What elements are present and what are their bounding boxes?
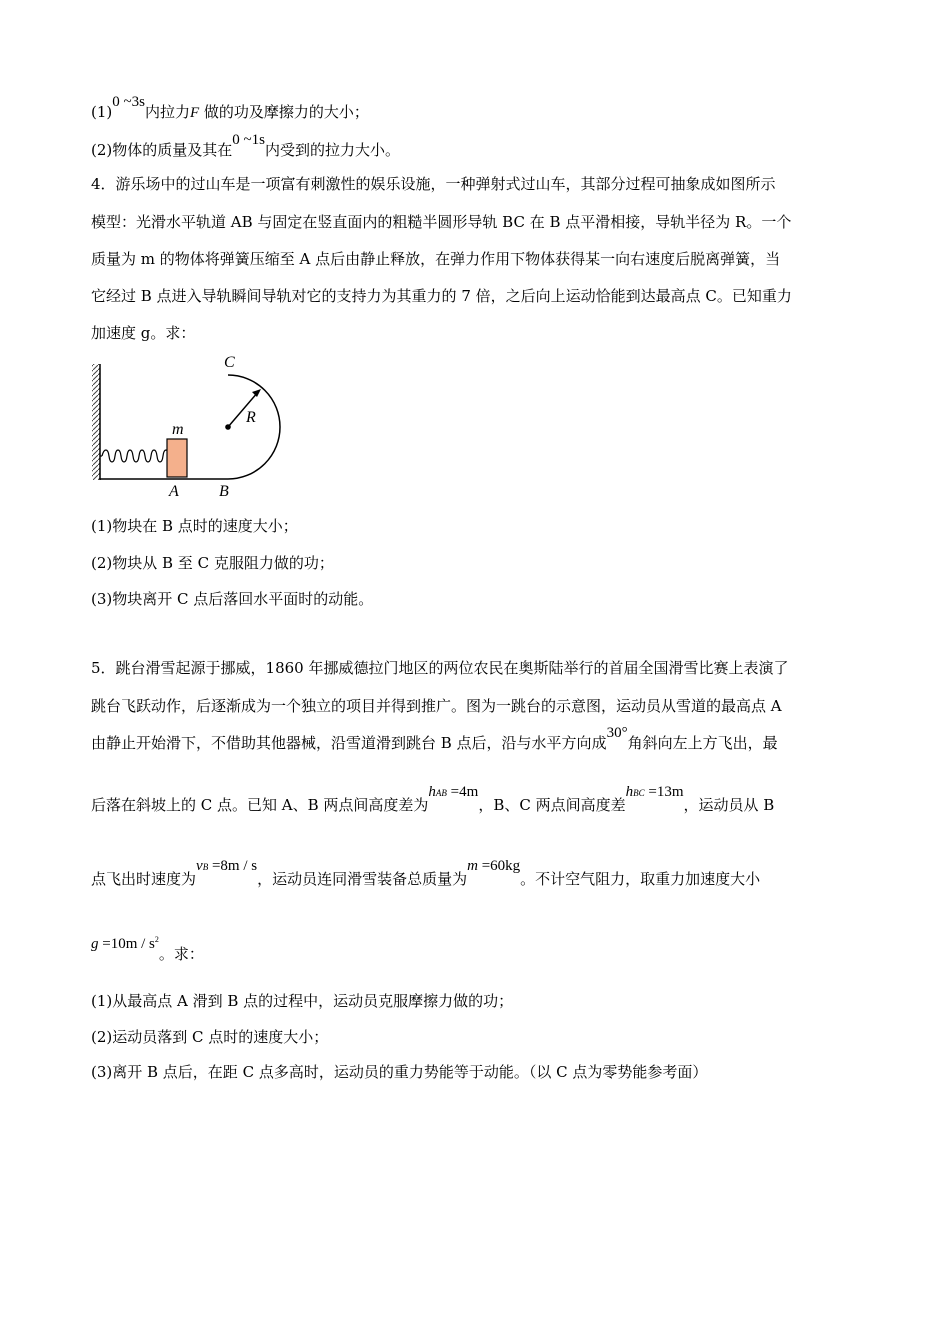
q3-sub2-text: (2)物体的质量及其在 bbox=[91, 141, 233, 159]
h-bc-formula: hBC =13m bbox=[625, 784, 684, 800]
q4-sub3: (3)物块离开 C 点后落回水平面时的动能。 bbox=[91, 590, 374, 608]
q5-sub3: (3)离开 B 点后，在距 C 点多高时，运动员的重力势能等于动能。（以 C 点为零势能参考面） bbox=[91, 1063, 708, 1081]
label-m: m bbox=[172, 421, 184, 438]
q5-line-4-text-mid: ，B、C 两点间高度差 bbox=[478, 796, 626, 814]
q5-line-5-text-mid: ，运动员连同滑雪装备总质量为 bbox=[257, 870, 468, 888]
label-a: A bbox=[169, 483, 179, 500]
q3-sub1-number: (1) bbox=[91, 103, 113, 121]
q4-line-2: 模型：光滑水平轨道 AB 与固定在竖直面内的粗糙半圆形导轨 BC 在 B 点平滑相接，导轨半径为 R。一个 bbox=[91, 213, 792, 231]
q4-line-5: 加速度 g。求： bbox=[91, 324, 196, 342]
q5-line-4-text: 后落在斜坡上的 C 点。已知 A、B 两点间高度差为 bbox=[91, 796, 429, 814]
q3-sub1-force-symbol: F bbox=[189, 105, 200, 121]
q5-line-2: 跳台飞跃动作，后逐渐成为一个独立的项目并得到推广。图为一跳台的示意图，运动员从雪道的最高点 A bbox=[91, 697, 782, 715]
arrow-head bbox=[252, 389, 261, 397]
label-r: R bbox=[246, 409, 256, 426]
q5-sub2: (2)运动员落到 C 点时的速度大小； bbox=[91, 1028, 329, 1046]
label-b: B bbox=[219, 483, 229, 500]
q5-line-5-text-rest: 。不计空气阻力，取重力加速度大小 bbox=[520, 870, 761, 888]
q3-sub2-time-range: 0 ~1s bbox=[232, 132, 265, 148]
q4-line-1: 4．游乐场中的过山车是一项富有刺激性的娱乐设施，一种弹射式过山车，其部分过程可抽象成如图所示 bbox=[91, 175, 776, 193]
q5-line-1: 5．跳台滑雪起源于挪威，1860 年挪威德拉门地区的两位农民在奥斯陆举行的首届全国滑雪比赛上表演了 bbox=[91, 659, 789, 677]
h-ab-formula: hAB =4m bbox=[428, 784, 479, 800]
q4-sub2: (2)物块从 B 至 C 克服阻力做的功； bbox=[91, 554, 334, 572]
vb-formula: vB =8m / s bbox=[196, 858, 258, 874]
q5-line-6 bbox=[91, 935, 204, 965]
q4-line-4: 它经过 B 点进入导轨瞬间导轨对它的支持力为其重力的 7 倍，之后向上运动恰能到达最高点 C。已知重力 bbox=[91, 287, 792, 305]
label-c: C bbox=[224, 354, 235, 371]
mass-formula: m =60kg bbox=[467, 858, 521, 874]
wall-hatching bbox=[92, 364, 100, 480]
q5-angle: 30° bbox=[606, 725, 628, 741]
g-formula: $g =10m / s^2$ bbox=[91, 935, 159, 952]
q4-line-3: 质量为 m 的物体将弹簧压缩至 A 点后由静止释放，在弹力作用下物体获得某一向右速度后脱离弹簧，当 bbox=[91, 250, 781, 268]
q3-sub1-text: 内拉力 bbox=[144, 103, 190, 121]
q5-line-6-text: 。求： bbox=[158, 945, 204, 963]
q5-line-5 bbox=[91, 858, 761, 891]
q5-line-3-text: 由静止开始滑下，不借助其他器械，沿雪道滑到跳台 B 点后，沿与水平方向成 bbox=[91, 734, 607, 752]
roller-coaster-diagram bbox=[88, 350, 288, 500]
q5-line-3-text-rest: 角斜向左上方飞出，最 bbox=[627, 734, 778, 752]
q3-sub1-text-rest: 做的功及摩擦力的大小； bbox=[199, 103, 369, 121]
q3-sub1-time-range: 0 ~3s bbox=[112, 94, 145, 110]
q5-line-5-text: 点飞出时速度为 bbox=[91, 870, 197, 888]
q5-line-4 bbox=[91, 784, 775, 817]
q5-sub1: (1)从最高点 A 滑到 B 点的过程中，运动员克服摩擦力做的功； bbox=[91, 992, 514, 1010]
block bbox=[167, 439, 187, 477]
q5-line-4-text-rest: ，运动员从 B bbox=[683, 796, 775, 814]
q3-sub2-text-rest: 内受到的拉力大小。 bbox=[264, 141, 400, 159]
q4-sub1: (1)物块在 B 点时的速度大小； bbox=[91, 517, 298, 535]
semicircle-track bbox=[228, 375, 280, 479]
q5-line-3 bbox=[91, 725, 778, 754]
q3-sub2 bbox=[91, 132, 400, 161]
spring bbox=[102, 450, 169, 462]
q3-sub1 bbox=[91, 94, 369, 123]
